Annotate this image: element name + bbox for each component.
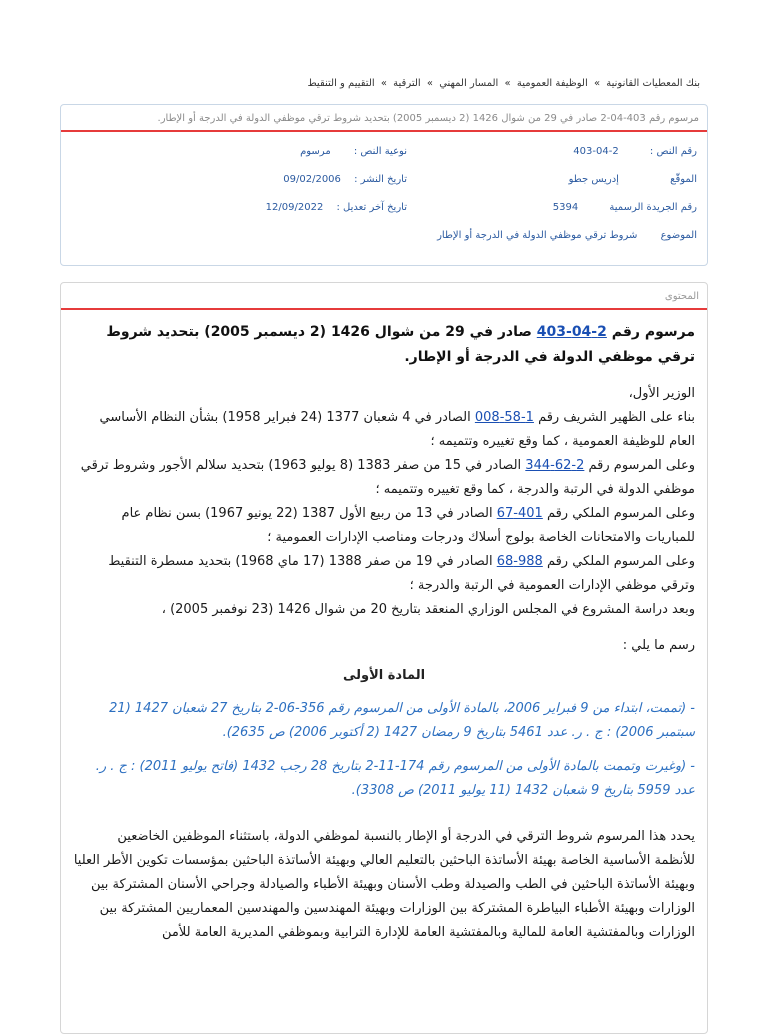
spacer xyxy=(73,622,695,634)
dahir-1-58-008-link[interactable]: 1-58-008 xyxy=(474,410,534,425)
decree-number-link[interactable]: 2-04-403 xyxy=(536,324,607,340)
decree-2-62-344-link[interactable]: 2-62-344 xyxy=(525,458,585,473)
subject-value: شروط ترقي موظفي الدولة في الدرجة أو الإطار xyxy=(437,230,638,241)
text-type-label: نوعية النص : xyxy=(353,146,407,157)
publication-date-label: تاريخ النشر : xyxy=(354,174,407,185)
last-modified-label: تاريخ آخر تعديل : xyxy=(336,202,407,213)
paragraph-text: الصادر في 19 من صفر 1388 (17 ماي 1968) بتحديد مسطرة التنقيط وترقي موظفي الإدارات العمومية في الرتبة والدرجة ؛ xyxy=(108,554,695,593)
content-header: المحتوى xyxy=(61,283,707,310)
decree-line: رسم ما يلي : xyxy=(622,638,695,653)
royal-decree-401-67-link[interactable]: 401-67 xyxy=(496,506,543,521)
signer-label: الموقّع xyxy=(670,174,697,185)
breadcrumb-separator: » xyxy=(593,78,601,89)
paragraph-text: وعلى المرسوم الملكي رقم xyxy=(542,506,695,521)
breadcrumb-separator: » xyxy=(380,78,387,89)
document-info-grid xyxy=(61,132,707,252)
paragraph-text: بناء على الظهير الشريف رقم xyxy=(533,410,695,425)
last-modified-value: 12/09/2022 xyxy=(265,202,324,213)
preamble-paragraph-5: وبعد دراسة المشروع في المجلس الوزاري المنعقد بتاريخ 20 من شوال 1426 (23 نوفمبر 2005) ، xyxy=(161,602,695,617)
article-1-body: يحدد هذا المرسوم شروط الترقي في الدرجة أو الإطار بالنسبة لموظفي الدولة، باستثناء الموظفين الخاضعين للأنظمة الأساسية الخاصة بهيئة الأساتذة الباحثين بالتعليم العالي وبهيئة الأساتذة الباحثين بمؤسسات تكوين الأطر العليا وبهيئة الأساتذة الباحثين في الطب والصيدلة وطب الأسنان وبهيئة الأطباء والصيادلة وجراحي الأسنان المشتركة بين الوزارات وبهيئة الأطباء البياطرة المشتركة بين الوزارات وبهيئة المهندسين والمهندسين المعماريين المشتركة بين الوزارات وبالمفتشية العامة للمالية وبالمفتشية العامة للإدارة الترابية وبموظفي المديرية العامة للأمن xyxy=(73,829,695,940)
signer-value: إدريس جطو xyxy=(568,174,619,185)
gazette-number-value: 5394 xyxy=(552,202,579,213)
decree-title-rest: صادر في 29 من شوال 1426 (2 ديسمبر 2005) بتحديد شروط ترقي موظفي الدولة في الدرجة أو الإطار. xyxy=(106,324,695,365)
gazette-number-label: رقم الجريدة الرسمية xyxy=(609,202,697,213)
content-card xyxy=(60,282,708,1034)
preamble-paragraph-2 xyxy=(73,454,695,502)
amendment-note-1: - (تممت، ابتداء من 9 فبراير 2006، بالمادة الأولى من المرسوم رقم 356-06-2 بتاريخ 27 شعبان 1427 (21 سبتمبر 2006) : ج . ر. عدد 5461 بتاريخ 9 رمضان 1427 (2 أكتوبر 2006) ص 2635). xyxy=(109,701,695,740)
amendment-note-2: - (وغيرت وتممت بالمادة الأولى من المرسوم رقم 174-11-2 بتاريخ 28 رجب 1432 (فاتح يوليو 2011) : ج . ر. عدد 5959 بتاريخ 9 شعبان 1432 (11 يوليو 2011) ص 3308). xyxy=(95,759,695,798)
breadcrumb-separator: » xyxy=(426,78,433,89)
field-publication-date xyxy=(283,174,407,185)
breadcrumb-item-public-service[interactable]: الوظيفة العمومية xyxy=(516,78,588,89)
breadcrumb-item-career-path[interactable]: المسار المهني xyxy=(439,78,499,89)
publication-date-value: 09/02/2006 xyxy=(283,174,341,185)
field-gazette-number xyxy=(553,202,697,213)
text-number-value: 2-04-403 xyxy=(573,146,619,157)
preamble-paragraph-4 xyxy=(73,550,695,598)
preamble-paragraph-1 xyxy=(73,406,695,454)
decree-title-prefix: مرسوم رقم xyxy=(606,324,695,340)
breadcrumb-item-legal-db[interactable]: بنك المعطيات القانونية xyxy=(606,78,700,89)
paragraph-text: الصادر في 4 شعبان 1377 (24 فبراير 1958) بشأن النظام الأساسي العام للوظيفة العمومية ، كما وقع تغييره وتتميمه ؛ xyxy=(99,410,695,449)
breadcrumb-item-evaluation[interactable]: التقييم و التنقيط xyxy=(307,78,375,89)
paragraph-text: الصادر في 13 من ربيع الأول 1387 (22 يونيو 1967) بسن نظام عام للمباريات والامتحانات الخاصة بولوج أسلاك ودرجات ومناصب الإدارات العمومية ؛ xyxy=(121,506,695,545)
royal-decree-988-68-link[interactable]: 988-68 xyxy=(496,554,543,569)
field-signer xyxy=(569,174,697,185)
preamble-paragraph-3 xyxy=(73,502,695,550)
article-1-heading: المادة الأولى xyxy=(342,668,426,683)
content-body xyxy=(61,310,707,945)
paragraph-text: وعلى المرسوم رقم xyxy=(584,458,695,473)
minister-line: الوزير الأول، xyxy=(628,386,695,401)
field-text-number xyxy=(573,146,697,157)
breadcrumb xyxy=(60,78,700,89)
text-number-label: رقم النص : xyxy=(649,146,697,157)
decree-title xyxy=(73,320,695,370)
text-type-value: مرسوم xyxy=(300,146,331,157)
subject-label: الموضوع xyxy=(660,230,697,241)
spacer xyxy=(73,813,695,825)
paragraph-text: وعلى المرسوم الملكي رقم xyxy=(542,554,695,569)
document-info-card xyxy=(60,104,708,266)
field-subject xyxy=(437,230,697,241)
breadcrumb-item-promotion[interactable]: الترقية xyxy=(393,78,421,89)
paragraph-text: الصادر في 15 من صفر 1383 (8 يوليو 1963) بتحديد سلالم الأجور وشروط ترقي موظفي الدولة في الرتبة والدرجة ، كما وقع تغييره وتتميمه ؛ xyxy=(80,458,695,497)
breadcrumb-separator: » xyxy=(504,78,511,89)
field-text-type xyxy=(300,146,407,157)
document-info-title: مرسوم رقم 403-04-2 صادر في 29 من شوال 1426 (2 ديسمبر 2005) بتحديد شروط ترقي موظفي الدولة في الدرجة أو الإطار. xyxy=(61,105,707,132)
field-last-modified xyxy=(266,202,407,213)
